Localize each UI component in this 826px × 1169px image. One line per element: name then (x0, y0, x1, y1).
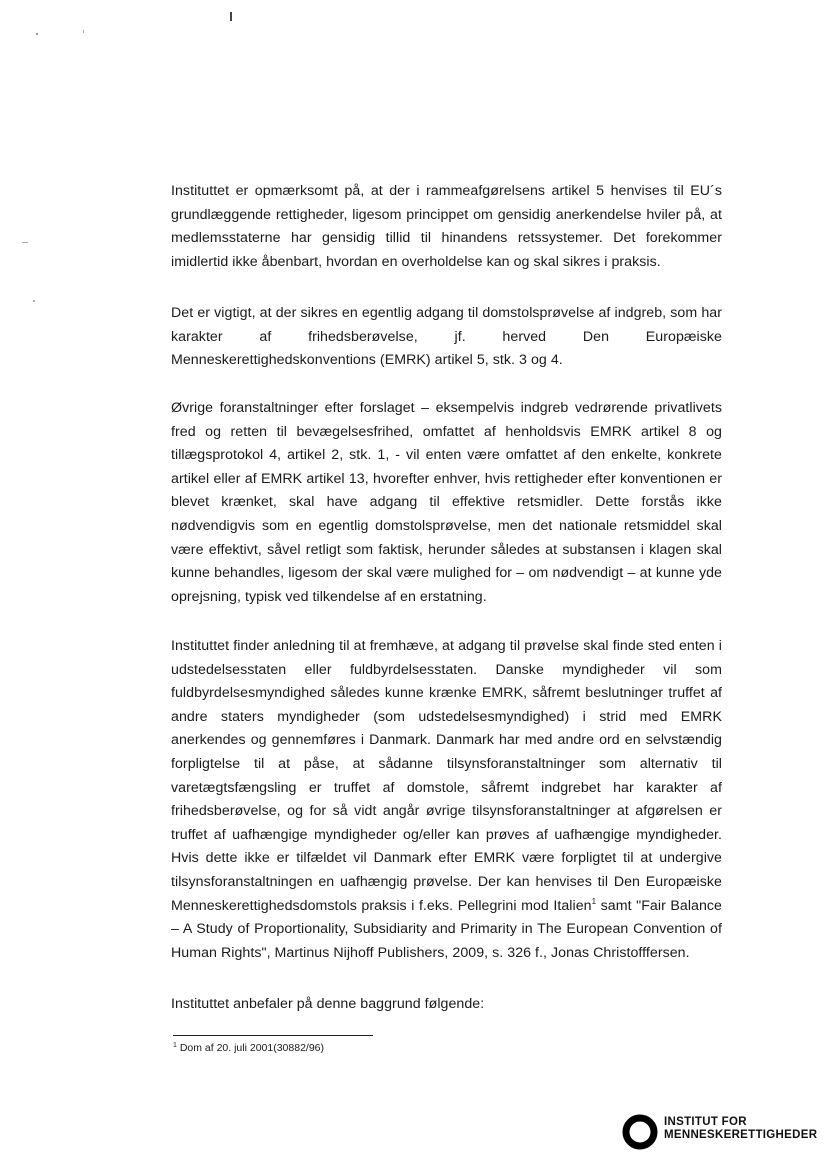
footnote-reference: 1 (591, 896, 597, 906)
logo-line-1: INSTITUT FOR (664, 1116, 747, 1128)
footnote-text: Dom af 20. juli 2001(30882/96) (179, 1042, 325, 1054)
scan-mark (230, 12, 232, 21)
paragraph-2: Det er vigtigt, at der sikres en egentlig adgang til domstolsprøvelse af indgreb, som har karakter af frihedsberøvelse, jf. herved Den Europæiske Menneskerettighedskonventions (EMRK) artikel 5, stk. 3 og 4. (171, 305, 722, 369)
paragraph-4 (171, 635, 722, 965)
footnote (173, 1041, 324, 1055)
scan-speck (22, 242, 28, 243)
paragraph-4-text-a: Instituttet finder anledning til at fremhæve, at adgang til prøvelse skal finde sted enten i udstedelsesstaten eller fuldbyrdelsesstaten. Danske myndigheder vil som fuldbyrdelsesmyndighed således kunne krænke EMRK, såfremt beslutninger truffet af andre staters myndigheder (som udstedelsesmyndighed) i strid med EMRK anerkendes og gennemføres i Danmark. Danmark har med andre ord en selvstændig forpligtelse til at påse, at sådanne tilsynsforanstaltninger som alternativ til varetægtsfængsling er truffet af domstole, såfremt indgrebet har karakter af frihedsberøvelse, og for så vidt angår øvrige tilsynsforanstaltninger at afgørelsen er truffet af uafhængige myndigheder og/eller kan prøves af uafhængige myndigheder. Hvis dette ikke er tilfældet vil Danmark efter EMRK være forpligtet til at undergive tilsynsforanstaltningen en uafhængig prøvelse. Der kan henvises til Den Europæiske Menneskerettighedsdomstols praksis i f.eks. Pellegrini mod Italien (171, 638, 722, 914)
logo-line-2: MENNESKERETTIGHEDER (664, 1129, 818, 1141)
footnote-separator (173, 1035, 373, 1036)
paragraph-5: Instituttet anbefaler på denne baggrund følgende: (171, 996, 485, 1012)
scan-speck (33, 300, 35, 302)
scan-speck (36, 33, 38, 35)
paragraph-4-text-b: samt "Fair Balance – A Study of Proportionality, Subsidiarity and Primarity in The European Convention of Human Rights", Martinus Nijhoff Publishers, 2009, s. 326 f., Jonas Christofffersen. (171, 897, 722, 961)
footnote-number: 1 (173, 1042, 177, 1049)
paragraph-1: Instituttet er opmærksomt på, at der i rammeafgørelsens artikel 5 henvises til EU´s grundlæggende rettigheder, ligesom princippet om gensidig anerkendelse hviler på, at medlemsstaterne har gensidig tillid til hinandens retssystemer. Det forekommer imidlertid ikke åbenbart, hvordan en overholdelse kan og skal sikres i praksis. (171, 183, 722, 270)
paragraph-3: Øvrige foranstaltninger efter forslaget – eksempelvis indgreb vedrørende privatlivets fred og retten til bevægelsesfrihed, omfattet af henholdsvis EMRK artikel 8 og tillægsprotokol 4, artikel 2, stk. 1, - vil enten være omfattet af den enkelte, konkrete artikel eller af EMRK artikel 13, hvorefter enhver, hvis rettigheder efter konventionen er blevet krænket, skal have adgang til effektive retsmidler. Dette forstås ikke nødvendigvis som en egentlig domstolsprøvelse, men det nationale retsmiddel skal være effektivt, såvel retligt som faktisk, herunder således at substansen i klagen skal kunne behandles, ligesom der skal være mulighed for – om nødvendigt – at kunne yde oprejsning, typisk ved tilkendelse af en erstatning. (171, 400, 722, 605)
logo-ring-icon (621, 1112, 661, 1152)
institute-logo (621, 1109, 826, 1159)
scan-speck (83, 30, 84, 33)
